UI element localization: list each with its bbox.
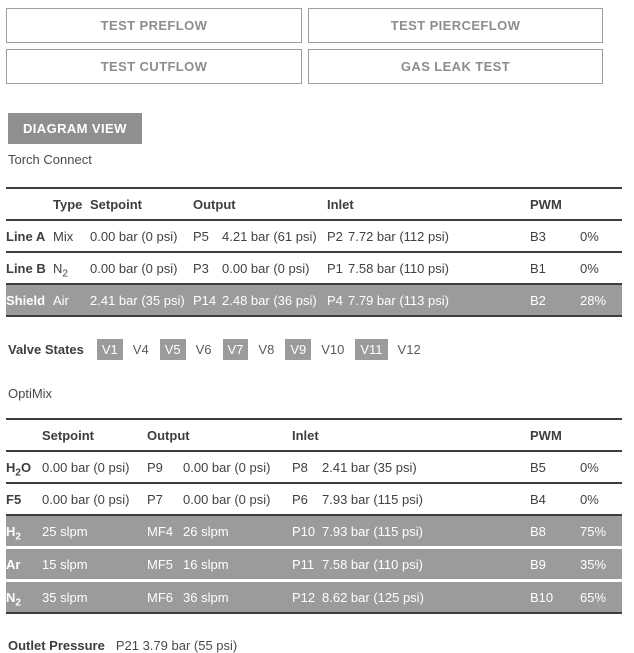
header-setpoint: Setpoint xyxy=(90,197,142,212)
output-id-cell: MF5 xyxy=(147,557,173,572)
row-label: F5 xyxy=(6,492,22,507)
output-id-cell: P3 xyxy=(193,261,209,276)
table-row-line-a xyxy=(6,220,622,252)
inlet-id-cell: P12 xyxy=(292,590,316,605)
output-value-cell: 4.21 bar (61 psi) xyxy=(222,229,317,244)
valve-badge-v8: V8 xyxy=(258,342,275,357)
pwm-id-cell: B10 xyxy=(530,590,554,605)
pwm-value-cell: 0% xyxy=(580,492,599,507)
inlet-value-cell: 2.41 bar (35 psi) xyxy=(322,460,417,475)
valve-badge-v12: V12 xyxy=(397,342,421,357)
output-value-cell: 2.48 bar (36 psi) xyxy=(222,293,317,308)
inlet-id-cell: P4 xyxy=(327,293,343,308)
pwm-id-cell: B9 xyxy=(530,557,546,572)
pwm-value-cell: 35% xyxy=(580,557,607,572)
header-type: Type xyxy=(53,197,83,212)
row-label: Line A xyxy=(6,229,46,244)
header-blank xyxy=(6,188,53,220)
pwm-id-cell: B8 xyxy=(530,524,546,539)
output-value-cell: 0.00 bar (0 psi) xyxy=(183,460,271,475)
valve-badge-v1: V1 xyxy=(97,339,123,360)
header-inlet: Inlet xyxy=(292,428,319,443)
inlet-value-cell: 8.62 bar (125 psi) xyxy=(322,590,424,605)
header-output: Output xyxy=(193,197,236,212)
outlet-pressure-label: Outlet Pressure xyxy=(8,638,105,653)
row-label: $H_2O$ xyxy=(6,460,32,479)
valve-badge-v5: V5 xyxy=(160,339,186,360)
valve-states-row xyxy=(8,339,634,360)
output-value-cell: 36 slpm xyxy=(183,590,229,605)
pwm-id-cell: B3 xyxy=(530,229,546,244)
output-id-cell: P7 xyxy=(147,492,163,507)
header-setpoint: Setpoint xyxy=(42,428,94,443)
row-label: Line B xyxy=(6,261,46,276)
inlet-value-cell: 7.58 bar (110 psi) xyxy=(322,557,423,572)
table-row-h2 xyxy=(6,515,622,548)
header-pwm: PWM xyxy=(530,197,562,212)
header-inlet: Inlet xyxy=(327,197,354,212)
output-value-cell: 16 slpm xyxy=(183,557,229,572)
pwm-id-cell: B1 xyxy=(530,261,546,276)
outlet-pressure-row xyxy=(8,638,634,653)
table-row-f5 xyxy=(6,483,622,515)
optimix-header-row xyxy=(6,419,622,451)
output-id-cell: P14 xyxy=(193,293,217,308)
inlet-id-cell: P10 xyxy=(292,524,316,539)
type-cell: $N_2$ xyxy=(53,261,68,280)
pwm-id-cell: B2 xyxy=(530,293,546,308)
valve-badge-v7: V7 xyxy=(223,339,249,360)
pwm-id-cell: B4 xyxy=(530,492,546,507)
inlet-id-cell: P2 xyxy=(327,229,343,244)
type-cell: Mix xyxy=(53,229,74,244)
torch-connect-table xyxy=(6,187,622,317)
output-value-cell: 0.00 bar (0 psi) xyxy=(222,261,310,276)
pwm-value-cell: 0% xyxy=(580,460,599,475)
header-pwm: PWM xyxy=(530,428,562,443)
table-row-ar xyxy=(6,548,622,581)
inlet-id-cell: P1 xyxy=(327,261,343,276)
output-id-cell: P9 xyxy=(147,460,163,475)
gas-leak-test-button[interactable]: GAS LEAK TEST xyxy=(308,49,603,84)
inlet-id-cell: P6 xyxy=(292,492,308,507)
torch-connect-title: Torch Connect xyxy=(8,152,92,167)
setpoint-cell: 35 slpm xyxy=(42,590,88,605)
pwm-value-cell: 0% xyxy=(580,229,599,244)
torch-connect-header-row xyxy=(6,188,622,220)
pwm-value-cell: 0% xyxy=(580,261,599,276)
type-cell: Air xyxy=(53,293,69,308)
pwm-value-cell: 75% xyxy=(580,524,607,539)
row-label: $N_2$ xyxy=(6,590,21,609)
output-value-cell: 26 slpm xyxy=(183,524,229,539)
output-id-cell: MF4 xyxy=(147,524,173,539)
valve-badge-v10: V10 xyxy=(321,342,345,357)
setpoint-cell: 25 slpm xyxy=(42,524,88,539)
setpoint-cell: 2.41 bar (35 psi) xyxy=(90,293,185,308)
header-output: Output xyxy=(147,428,190,443)
setpoint-cell: 0.00 bar (0 psi) xyxy=(42,460,130,475)
inlet-id-cell: P8 xyxy=(292,460,308,475)
setpoint-cell: 0.00 bar (0 psi) xyxy=(90,261,178,276)
pwm-value-cell: 28% xyxy=(580,293,607,308)
inlet-value-cell: 7.93 bar (115 psi) xyxy=(322,492,423,507)
test-pierceflow-button[interactable]: TEST PIERCEFLOW xyxy=(308,8,603,43)
valve-states-label: Valve States xyxy=(8,342,84,357)
inlet-id-cell: P11 xyxy=(292,557,315,572)
test-preflow-button[interactable]: TEST PREFLOW xyxy=(6,8,302,43)
row-label: Ar xyxy=(6,557,21,572)
optimix-title: OptiMix xyxy=(8,386,53,401)
outlet-pressure-value: P21 3.79 bar (55 psi) xyxy=(115,638,238,653)
valve-badge-v11: V11 xyxy=(355,339,387,360)
setpoint-cell: 0.00 bar (0 psi) xyxy=(42,492,130,507)
pwm-id-cell: B5 xyxy=(530,460,546,475)
table-row-shield xyxy=(6,284,622,316)
row-label: Shield xyxy=(6,293,46,308)
valve-badge-v6: V6 xyxy=(195,342,212,357)
inlet-value-cell: 7.79 bar (113 psi) xyxy=(348,293,449,308)
diagram-view-button[interactable]: DIAGRAM VIEW xyxy=(8,113,142,144)
pwm-value-cell: 65% xyxy=(580,590,607,605)
optimix-table xyxy=(6,418,622,614)
valve-badge-v9: V9 xyxy=(285,339,311,360)
test-buttons-grid xyxy=(6,8,603,84)
setpoint-cell: 0.00 bar (0 psi) xyxy=(90,229,178,244)
inlet-value-cell: 7.93 bar (115 psi) xyxy=(322,524,423,539)
header-blank xyxy=(6,419,42,451)
table-row-n2 xyxy=(6,581,622,614)
inlet-value-cell: 7.58 bar (110 psi) xyxy=(348,261,449,276)
inlet-value-cell: 7.72 bar (112 psi) xyxy=(348,229,449,244)
setpoint-cell: 15 slpm xyxy=(42,557,88,572)
test-cutflow-button[interactable]: TEST CUTFLOW xyxy=(6,49,302,84)
valve-badge-v4: V4 xyxy=(132,342,149,357)
row-label: $H_2$ xyxy=(6,524,21,543)
output-id-cell: P5 xyxy=(193,229,209,244)
output-value-cell: 0.00 bar (0 psi) xyxy=(183,492,271,507)
table-row-line-b xyxy=(6,252,622,284)
output-id-cell: MF6 xyxy=(147,590,173,605)
table-row-h2o xyxy=(6,451,622,483)
